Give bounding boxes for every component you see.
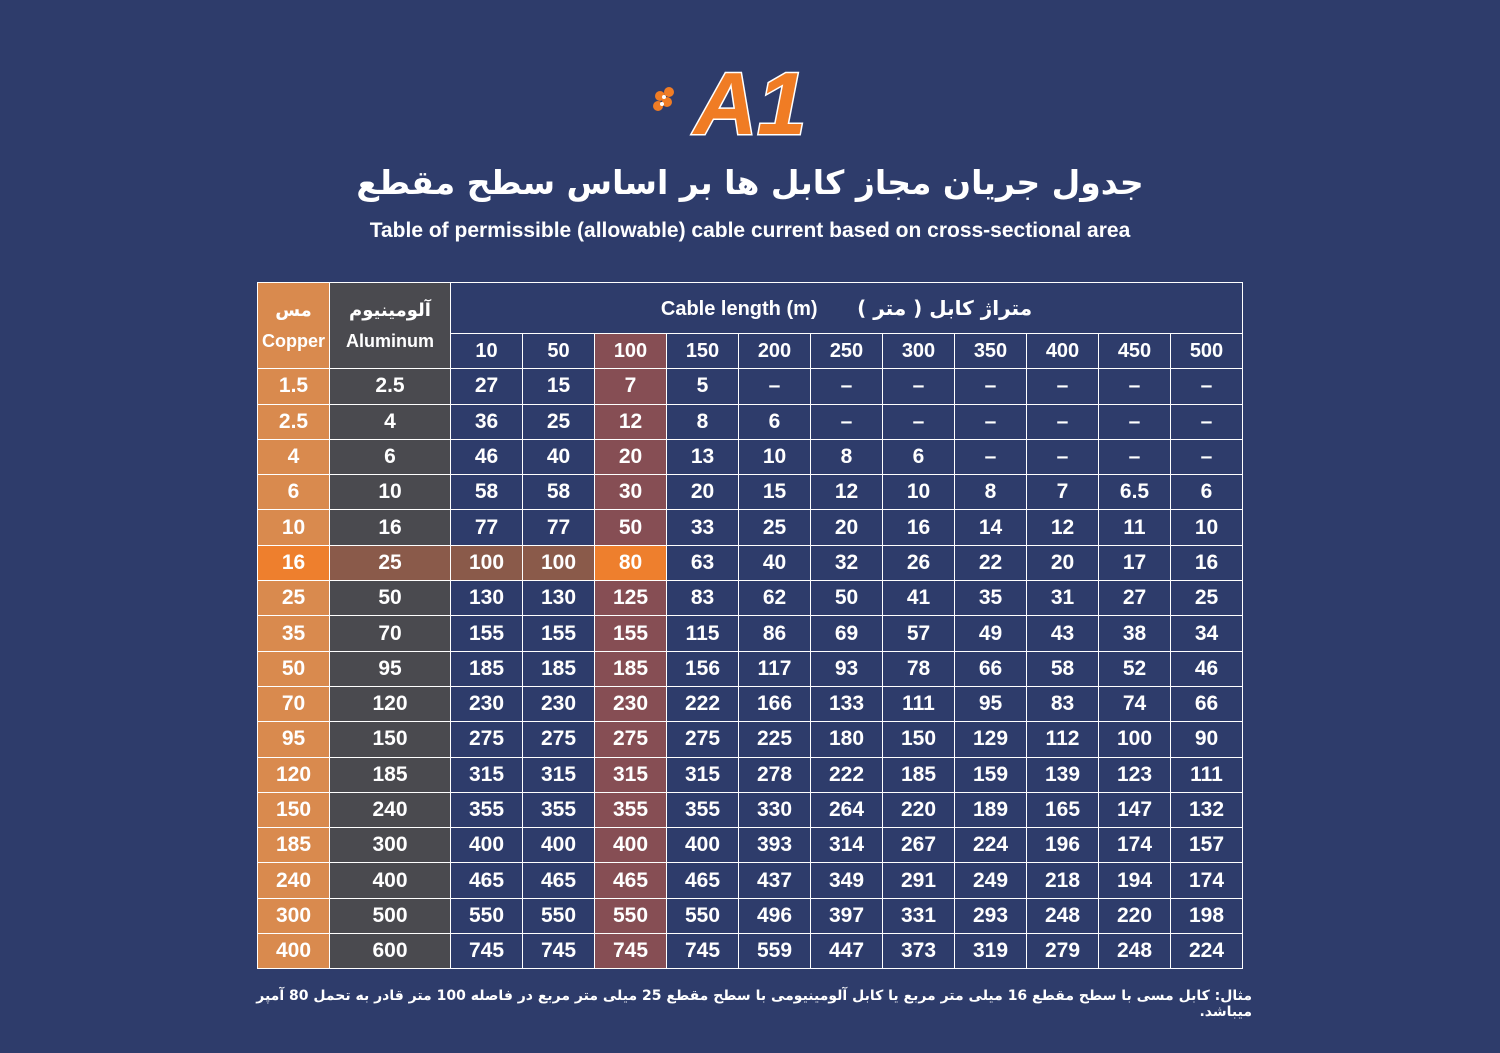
current-value-cell: 27 — [1099, 581, 1171, 616]
table-row — [258, 581, 1243, 616]
current-value-cell: – — [1099, 404, 1171, 439]
current-value-cell: 16 — [1171, 545, 1243, 580]
current-value-cell: 133 — [811, 686, 883, 721]
cable-strands-icon — [653, 87, 674, 111]
aluminum-size-cell: 70 — [330, 616, 451, 651]
current-value-cell: – — [811, 404, 883, 439]
current-value-cell: 50 — [595, 510, 667, 545]
current-value-cell: 32 — [811, 545, 883, 580]
current-value-cell: 58 — [451, 475, 523, 510]
aluminum-size-cell: 10 — [330, 475, 451, 510]
current-value-cell: 156 — [667, 651, 739, 686]
current-value-cell: 225 — [739, 722, 811, 757]
length-header-cell: 100 — [595, 334, 667, 369]
copper-size-cell: 70 — [258, 686, 330, 721]
a1-logo — [640, 48, 840, 158]
header-row-top — [258, 283, 1243, 334]
current-value-cell: 41 — [883, 581, 955, 616]
current-value-cell: 397 — [811, 898, 883, 933]
current-value-cell: 496 — [739, 898, 811, 933]
current-value-cell: 550 — [523, 898, 595, 933]
copper-size-cell: 300 — [258, 898, 330, 933]
aluminum-size-cell: 50 — [330, 581, 451, 616]
copper-size-cell: 240 — [258, 863, 330, 898]
current-value-cell: 139 — [1027, 757, 1099, 792]
cable-current-table-container — [257, 282, 1243, 969]
aluminum-size-cell: 6 — [330, 439, 451, 474]
aluminum-size-cell: 25 — [330, 545, 451, 580]
current-value-cell: 52 — [1099, 651, 1171, 686]
current-value-cell: 15 — [739, 475, 811, 510]
current-value-cell: 550 — [595, 898, 667, 933]
copper-size-cell: 400 — [258, 934, 330, 969]
current-value-cell: – — [955, 404, 1027, 439]
aluminum-size-cell: 240 — [330, 792, 451, 827]
copper-size-cell: 16 — [258, 545, 330, 580]
aluminum-size-cell: 95 — [330, 651, 451, 686]
current-value-cell: 185 — [523, 651, 595, 686]
current-value-cell: 129 — [955, 722, 1027, 757]
copper-size-cell: 1.5 — [258, 369, 330, 404]
current-value-cell: 331 — [883, 898, 955, 933]
aluminum-size-cell: 120 — [330, 686, 451, 721]
table-row — [258, 722, 1243, 757]
current-value-cell: 315 — [451, 757, 523, 792]
example-footnote: مثال: کابل مسی با سطح مقطع 16 میلی متر مربع یا کابل آلومینیومی با سطح مقطع 25 میلی متر مربع در فاصله 100 متر قادر به تحمل 80 آمپر میباشد. — [256, 988, 1252, 1020]
copper-size-cell: 6 — [258, 475, 330, 510]
current-value-cell: 30 — [595, 475, 667, 510]
current-value-cell: – — [883, 369, 955, 404]
current-value-cell: 33 — [667, 510, 739, 545]
table-row — [258, 828, 1243, 863]
current-value-cell: 550 — [667, 898, 739, 933]
current-value-cell: 8 — [811, 439, 883, 474]
aluminum-header-fa: آلومینیوم — [349, 299, 431, 321]
current-value-cell: 437 — [739, 863, 811, 898]
current-value-cell: 194 — [1099, 863, 1171, 898]
current-value-cell: 224 — [955, 828, 1027, 863]
aluminum-size-cell: 16 — [330, 510, 451, 545]
current-value-cell: 155 — [523, 616, 595, 651]
current-value-cell: 77 — [451, 510, 523, 545]
current-value-cell: 264 — [811, 792, 883, 827]
current-value-cell: 315 — [523, 757, 595, 792]
current-value-cell: 279 — [1027, 934, 1099, 969]
aluminum-size-cell: 2.5 — [330, 369, 451, 404]
current-value-cell: 400 — [523, 828, 595, 863]
current-value-cell: 43 — [1027, 616, 1099, 651]
current-value-cell: 111 — [1171, 757, 1243, 792]
current-value-cell: 31 — [1027, 581, 1099, 616]
current-value-cell: – — [1027, 404, 1099, 439]
current-value-cell: 267 — [883, 828, 955, 863]
current-value-cell: 50 — [811, 581, 883, 616]
current-value-cell: 165 — [1027, 792, 1099, 827]
current-value-cell: 5 — [667, 369, 739, 404]
aluminum-size-cell: 300 — [330, 828, 451, 863]
current-value-cell: 319 — [955, 934, 1027, 969]
title-persian: جدول جریان مجاز کابل ها بر اساس سطح مقطع — [356, 163, 1144, 202]
current-value-cell: 93 — [811, 651, 883, 686]
current-value-cell: 40 — [523, 439, 595, 474]
current-value-cell: 166 — [739, 686, 811, 721]
current-value-cell: – — [955, 439, 1027, 474]
current-value-cell: 58 — [1027, 651, 1099, 686]
current-value-cell: 22 — [955, 545, 1027, 580]
current-value-cell: 222 — [667, 686, 739, 721]
current-value-cell: 125 — [595, 581, 667, 616]
current-value-cell: 17 — [1099, 545, 1171, 580]
current-value-cell: 6 — [1171, 475, 1243, 510]
aluminum-size-cell: 185 — [330, 757, 451, 792]
current-value-cell: 314 — [811, 828, 883, 863]
current-value-cell: 34 — [1171, 616, 1243, 651]
copper-size-cell: 2.5 — [258, 404, 330, 439]
current-value-cell: 112 — [1027, 722, 1099, 757]
current-value-cell: 8 — [955, 475, 1027, 510]
current-value-cell: 10 — [1171, 510, 1243, 545]
current-value-cell: 275 — [451, 722, 523, 757]
copper-size-cell: 120 — [258, 757, 330, 792]
current-value-cell: 393 — [739, 828, 811, 863]
current-value-cell: 198 — [1171, 898, 1243, 933]
current-value-cell: 20 — [1027, 545, 1099, 580]
current-value-cell: 400 — [451, 828, 523, 863]
current-value-cell: – — [1027, 369, 1099, 404]
current-value-cell: 465 — [595, 863, 667, 898]
current-value-cell: – — [1027, 439, 1099, 474]
current-value-cell: 111 — [883, 686, 955, 721]
current-value-cell: – — [739, 369, 811, 404]
current-value-cell: 11 — [1099, 510, 1171, 545]
table-row — [258, 686, 1243, 721]
aluminum-header-en: Aluminum — [346, 330, 434, 351]
aluminum-header — [330, 283, 451, 369]
copper-size-cell: 25 — [258, 581, 330, 616]
current-value-cell: 155 — [451, 616, 523, 651]
current-value-cell: 12 — [595, 404, 667, 439]
current-value-cell: – — [955, 369, 1027, 404]
current-value-cell: 315 — [595, 757, 667, 792]
current-value-cell: 27 — [451, 369, 523, 404]
current-value-cell: 315 — [667, 757, 739, 792]
current-value-cell: 249 — [955, 863, 1027, 898]
current-value-cell: 248 — [1099, 934, 1171, 969]
current-value-cell: 13 — [667, 439, 739, 474]
current-value-cell: 355 — [595, 792, 667, 827]
current-value-cell: 69 — [811, 616, 883, 651]
current-value-cell: 100 — [1099, 722, 1171, 757]
copper-size-cell: 95 — [258, 722, 330, 757]
current-value-cell: 74 — [1099, 686, 1171, 721]
current-value-cell: 745 — [451, 934, 523, 969]
current-value-cell: – — [811, 369, 883, 404]
current-value-cell: 36 — [451, 404, 523, 439]
copper-size-cell: 10 — [258, 510, 330, 545]
current-value-cell: 147 — [1099, 792, 1171, 827]
current-value-cell: 100 — [523, 545, 595, 580]
table-row — [258, 475, 1243, 510]
length-header-cell: 350 — [955, 334, 1027, 369]
current-value-cell: 185 — [595, 651, 667, 686]
table-row — [258, 616, 1243, 651]
length-header-cell: 500 — [1171, 334, 1243, 369]
current-value-cell: 62 — [739, 581, 811, 616]
table-row — [258, 898, 1243, 933]
current-value-cell: 218 — [1027, 863, 1099, 898]
current-value-cell: 35 — [955, 581, 1027, 616]
current-value-cell: 63 — [667, 545, 739, 580]
current-value-cell: – — [1099, 369, 1171, 404]
current-value-cell: 7 — [595, 369, 667, 404]
current-value-cell: 25 — [523, 404, 595, 439]
current-value-cell: 66 — [955, 651, 1027, 686]
current-value-cell: 25 — [739, 510, 811, 545]
table-row — [258, 757, 1243, 792]
current-value-cell: 465 — [523, 863, 595, 898]
current-value-cell: 196 — [1027, 828, 1099, 863]
aluminum-size-cell: 4 — [330, 404, 451, 439]
current-value-cell: 278 — [739, 757, 811, 792]
current-value-cell: 465 — [451, 863, 523, 898]
length-header-cell: 250 — [811, 334, 883, 369]
current-value-cell: 15 — [523, 369, 595, 404]
current-value-cell: 349 — [811, 863, 883, 898]
current-value-cell: – — [1171, 439, 1243, 474]
current-value-cell: 12 — [811, 475, 883, 510]
current-value-cell: 230 — [451, 686, 523, 721]
current-value-cell: 132 — [1171, 792, 1243, 827]
current-value-cell: 159 — [955, 757, 1027, 792]
table-row — [258, 934, 1243, 969]
current-value-cell: 130 — [451, 581, 523, 616]
aluminum-size-cell: 400 — [330, 863, 451, 898]
copper-size-cell: 185 — [258, 828, 330, 863]
current-value-cell: 90 — [1171, 722, 1243, 757]
current-value-cell: 291 — [883, 863, 955, 898]
current-value-cell: 248 — [1027, 898, 1099, 933]
current-value-cell: 38 — [1099, 616, 1171, 651]
current-value-cell: 400 — [667, 828, 739, 863]
aluminum-size-cell: 600 — [330, 934, 451, 969]
current-value-cell: – — [1099, 439, 1171, 474]
current-value-cell: 330 — [739, 792, 811, 827]
current-value-cell: 220 — [1099, 898, 1171, 933]
current-value-cell: 8 — [667, 404, 739, 439]
length-header-cell: 150 — [667, 334, 739, 369]
aluminum-size-cell: 150 — [330, 722, 451, 757]
current-value-cell: 14 — [955, 510, 1027, 545]
current-value-cell: 115 — [667, 616, 739, 651]
current-value-cell: 465 — [667, 863, 739, 898]
current-value-cell: 83 — [1027, 686, 1099, 721]
current-value-cell: 189 — [955, 792, 1027, 827]
table-row — [258, 792, 1243, 827]
current-value-cell: 275 — [523, 722, 595, 757]
current-value-cell: 400 — [595, 828, 667, 863]
current-value-cell: 26 — [883, 545, 955, 580]
table-row — [258, 651, 1243, 686]
current-value-cell: 275 — [667, 722, 739, 757]
current-value-cell: 77 — [523, 510, 595, 545]
current-value-cell: 16 — [883, 510, 955, 545]
length-header-cell: 10 — [451, 334, 523, 369]
current-value-cell: 6.5 — [1099, 475, 1171, 510]
cable-length-header-en: Cable length (m) — [660, 297, 818, 320]
current-value-cell: 25 — [1171, 581, 1243, 616]
current-value-cell: 293 — [955, 898, 1027, 933]
current-value-cell: 222 — [811, 757, 883, 792]
table-row — [258, 439, 1243, 474]
current-value-cell: 157 — [1171, 828, 1243, 863]
copper-size-cell: 50 — [258, 651, 330, 686]
current-value-cell: 49 — [955, 616, 1027, 651]
current-value-cell: 224 — [1171, 934, 1243, 969]
current-value-cell: 230 — [595, 686, 667, 721]
current-value-cell: 355 — [451, 792, 523, 827]
copper-size-cell: 35 — [258, 616, 330, 651]
current-value-cell: 20 — [811, 510, 883, 545]
current-value-cell: 20 — [595, 439, 667, 474]
logo-text: A1 — [693, 54, 807, 153]
aluminum-size-cell: 500 — [330, 898, 451, 933]
length-header-cell: 400 — [1027, 334, 1099, 369]
length-header-cell: 50 — [523, 334, 595, 369]
current-value-cell: 58 — [523, 475, 595, 510]
current-value-cell: 10 — [739, 439, 811, 474]
current-value-cell: 6 — [739, 404, 811, 439]
current-value-cell: 220 — [883, 792, 955, 827]
current-value-cell: 230 — [523, 686, 595, 721]
copper-header-fa: مس — [275, 299, 312, 321]
current-value-cell: 20 — [667, 475, 739, 510]
length-header-cell: 450 — [1099, 334, 1171, 369]
current-value-cell: 10 — [883, 475, 955, 510]
current-value-cell: 95 — [955, 686, 1027, 721]
current-value-cell: 150 — [883, 722, 955, 757]
current-value-cell: 745 — [523, 934, 595, 969]
current-value-cell: 86 — [739, 616, 811, 651]
current-value-cell: 80 — [595, 545, 667, 580]
current-value-cell: 66 — [1171, 686, 1243, 721]
copper-size-cell: 4 — [258, 439, 330, 474]
title-english: Table of permissible (allowable) cable current based on cross-sectional area — [369, 219, 1131, 242]
length-header-cell: 300 — [883, 334, 955, 369]
current-value-cell: – — [1171, 404, 1243, 439]
current-value-cell: 355 — [523, 792, 595, 827]
copper-header-en: Copper — [262, 330, 325, 351]
current-value-cell: 40 — [739, 545, 811, 580]
table-row — [258, 369, 1243, 404]
current-value-cell: 46 — [451, 439, 523, 474]
current-value-cell: 46 — [1171, 651, 1243, 686]
current-value-cell: 185 — [883, 757, 955, 792]
current-value-cell: 7 — [1027, 475, 1099, 510]
current-value-cell: 275 — [595, 722, 667, 757]
current-value-cell: 100 — [451, 545, 523, 580]
table-row — [258, 863, 1243, 898]
length-header-cell: 200 — [739, 334, 811, 369]
current-value-cell: 117 — [739, 651, 811, 686]
current-value-cell: 355 — [667, 792, 739, 827]
current-value-cell: 83 — [667, 581, 739, 616]
current-value-cell: 174 — [1171, 863, 1243, 898]
current-value-cell: 745 — [595, 934, 667, 969]
current-value-cell: 559 — [739, 934, 811, 969]
current-value-cell: 123 — [1099, 757, 1171, 792]
cable-current-table — [257, 282, 1243, 969]
current-value-cell: 180 — [811, 722, 883, 757]
current-value-cell: 745 — [667, 934, 739, 969]
current-value-cell: – — [883, 404, 955, 439]
current-value-cell: 6 — [883, 439, 955, 474]
table-row — [258, 404, 1243, 439]
current-value-cell: 185 — [451, 651, 523, 686]
table-row — [258, 510, 1243, 545]
current-value-cell: 550 — [451, 898, 523, 933]
table-row — [258, 545, 1243, 580]
current-value-cell: 174 — [1099, 828, 1171, 863]
cable-length-header — [451, 283, 1243, 334]
current-value-cell: 78 — [883, 651, 955, 686]
current-value-cell: 373 — [883, 934, 955, 969]
current-value-cell: 155 — [595, 616, 667, 651]
copper-size-cell: 150 — [258, 792, 330, 827]
copper-header — [258, 283, 330, 369]
current-value-cell: 12 — [1027, 510, 1099, 545]
current-value-cell: – — [1171, 369, 1243, 404]
cable-length-header-fa: متراژ کابل ( متر ) — [857, 295, 1033, 320]
current-value-cell: 130 — [523, 581, 595, 616]
current-value-cell: 57 — [883, 616, 955, 651]
current-value-cell: 447 — [811, 934, 883, 969]
